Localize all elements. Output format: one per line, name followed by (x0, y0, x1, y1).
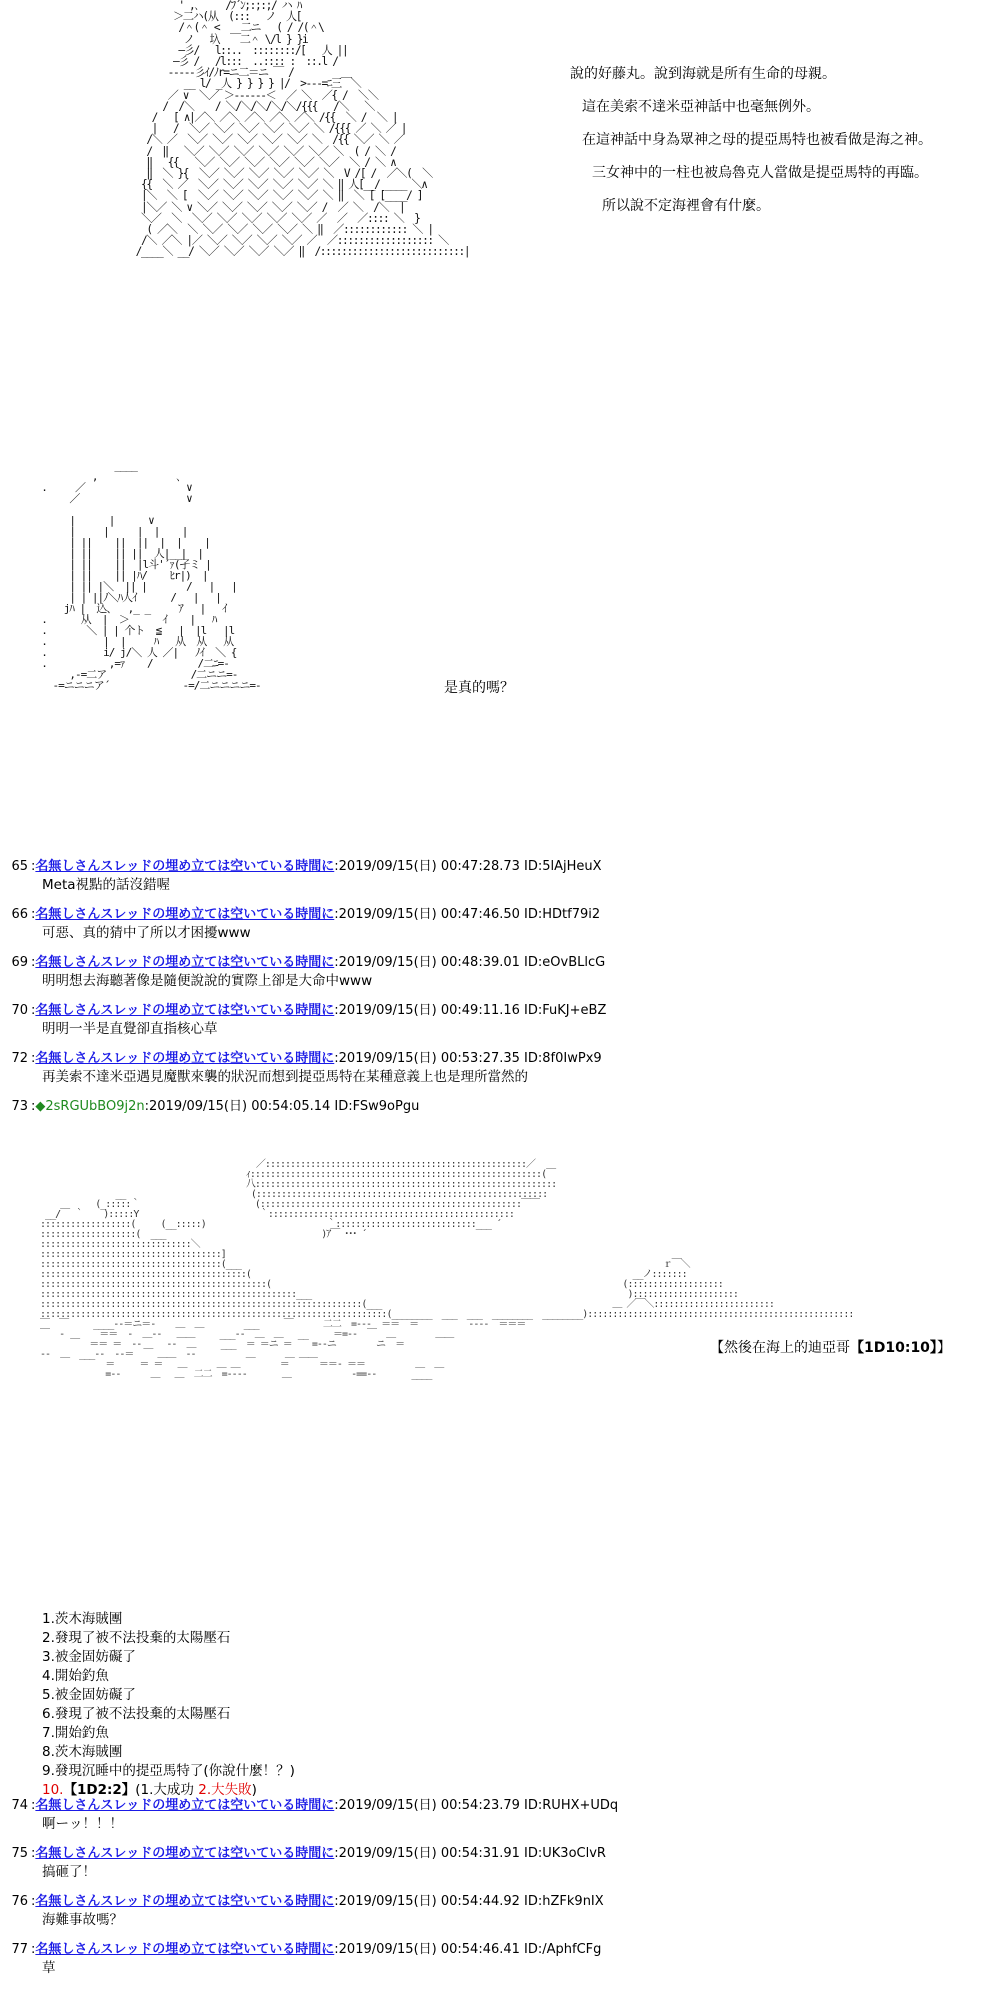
post-body: 搞砸了！ (42, 1864, 96, 1880)
list-item: 6.發現了被不法投棄的太陽壓石 (42, 1706, 231, 1722)
list-item: 7.開始釣魚 (42, 1725, 109, 1741)
post-number: 65 (11, 859, 28, 874)
narration-line: 這在美索不達米亞神話中也毫無例外。 (582, 99, 820, 115)
post-list-b (0, 1797, 1000, 1989)
roll-index: 10. (42, 1782, 64, 1798)
post-number: 72 (11, 1051, 28, 1066)
list-item: 4.開始釣魚 (42, 1668, 109, 1684)
poster-name-link[interactable]: 名無しさんスレッドの埋め立ては空いている時間に (35, 1894, 335, 1909)
post: 76 :名無しさんスレッドの埋め立ては空いている時間に:2019/09/15(日) 00:54:44.92 ID:hZFk9nIX 海難事故嗎？ (0, 1893, 1000, 1929)
post: 70 :名無しさんスレッドの埋め立ては空いている時間に:2019/09/15(日) 00:49:11.16 ID:FuKJ+eBZ 明明一半是直覺卻直指核心草 (0, 1002, 1000, 1038)
sea-roll-suffix: 】 (936, 1340, 951, 1356)
post-number: 73 (11, 1099, 28, 1114)
post: 66 :名無しさんスレッドの埋め立ては空いている時間に:2019/09/15(日) 00:47:46.50 ID:HDtf79i2 可惡、真的猜中了所以才困擾www (0, 906, 1000, 942)
author-trip: ◆2sRGUbBO9j2n (35, 1099, 145, 1114)
poster-name-link[interactable]: 名無しさんスレッドの埋め立ては空いている時間に (35, 1798, 335, 1813)
poster-name-link[interactable]: 名無しさんスレッドの埋め立ては空いている時間に (35, 859, 335, 874)
ascii-art-robed-figure: ' ,､ /ﾌ´ﾝ;:;:;/ ハ ﾊ ＞二ハ(从 (::: ノ 人[ /＾(＾ < 二ニ ( / /(＾\ ノ 圦 ￣二＾ \/l } }i ―彡/ l::.. ::::::::/[ 人 || ―彡 / /l::: ..:::: : ::.l / -----彡ｲ/ﾉr=ニ二＝ニ ￣ / __ l/ _人 } } } } |/ >---=ﾆ三￣＼ ／ ∨ ＼／ ＞------＜ ／ ＼ ／{ / ＼＼ / /＼ / ＼/＼/＼/＼/＼/{{{ /＼ ＼ / [ ∧|／＼ ／＼ ／＼ ／＼ ／＼ /{{ ＼ / ＼ | | / ＼／ ＼／ ＼／ ＼／ ＼／ ＼ /{{{ ／ ＼ ／ | /＼ ／ ＼／ ＼／ ＼／ ＼／ ＼／ ＼ /{{ ＼／ ＼ ／ / ‖ ＼／ ＼／ ＼／ ＼／ ＼／ ＼／ ＼ ( / ＼ / ‖ {{ ＼／ ＼／ ＼／ ＼／ ＼／ ＼／ ＼ / ＼ ∧ ‖ ＼ }{ ＼／ ＼／ ＼／ ＼／ ＼／ ＼ V /[ / ／＼( ＼ {{ ＼ ／ ＼／ ＼／ ＼／ ＼／ ＼／ ＼ ‖ 人[__/ ____ ＼∧ |＼ ＼ [ ＼／ ＼／ ＼／ ＼／ ＼／ ＼ ‖ ＼ [ [____/ ] |＼／ ＼ ∨ ＼／ ＼／ ＼／ ＼／ ＼／ / ／ ＼ /＼ | ＼／ ＼ ＼／ ＼／ ＼／ ＼／ ＼／ ／ ／ ／:::: ＼ } ( ／＼ ＼ ＼／ ＼／ ＼／ ＼／ ＼ ‖ ／:::::::::::: ＼ | /＼ ／＼ |／ ＼／ ＼／ ＼／ ＼／ ／ ／:::::::::::::::::: ＼ /____＼ __/ ＼／ ＼／ ＼／ ＼／ ‖ /:::::::::::::::::::::::::::| (135, 0, 470, 259)
post-list-a (0, 858, 1000, 1128)
narration-line: 所以說不定海裡會有什麼。 (602, 198, 770, 214)
dice-roll: 【1D2:2】 (63, 1782, 136, 1798)
poster-name-link[interactable]: 名無しさんスレッドの埋め立ては空いている時間に (35, 907, 335, 922)
post-number: 76 (11, 1894, 28, 1909)
list-item: 3.被金固妨礙了 (42, 1649, 136, 1665)
post-meta: :2019/09/15(日) 00:54:44.92 ID:hZFk9nIX (334, 1894, 604, 1909)
narration-line: 三女神中的一柱也被烏魯克人當做是提亞馬特的再臨。 (592, 165, 928, 181)
roll-result: 2.大失敗 (198, 1782, 252, 1798)
list-item: 9.發現沉睡中的提亞馬特了(你說什麼！？) (42, 1763, 295, 1779)
ascii-art-sea-scene: ／::::::::::::::::::::::::::::::::::::::::::::::::::::／ ｨ::::::::::::::::::::::::::::::::::::::::::::::::::::::::::(￣ 八:::::::::::::::::::::::::::::::::::::::::::::::::::::::::::: __ (:::::::::::::::::::::::::::::::::::::::::::::::::::::::::: (_:::::｀ (::::::::::::::::::::::::::::::::::::::::::::::::::::￣￣ __/￣ ｀ ):::::Y ｀::::::::::::::::::::::::::::::::::::::::::::::::: ::::::::::::::::::( (__:::::) ｀::::::::::::::::::::::::::::___ ´ :::::::::::::::::::( ___ )ｱ￣ ･･･ ´ ::::::::::::::::::::::::::::::＼ ::::::::::::::::::::::::::::::::::::] ::::::::::::::::::::::::::::::::::::(___ ｒ￣＼ :::::::::::::::::::::::::::::::::::::::::( __ノ::::::: :::::::::::::::::::::::::::::::::::::::::::::( (::::::::::::::::::: :::::::::::::::::::::::::::::::::::::::::::::::::::___ )::::::::::::::::::::: ::::::::::::::::::::::::::::::::::::::::::::::::::::::::::::::::(___ ＿ ／￣＼:::::::::::::::::::::::: :::::::::::::::::::::::::::::::::::::::::::::::::::::::::::::::::::::(________ ___ ___ ________ ________)::::::::::::::::::::::::::::::::::::::::::::::::::::: ￣ ￣ ____--＝ニ＝- ＿ ＿ ___ ￣ 二二 =--- ＝＝ ＝ ---- ＝＝＝ ￣ - ＝＝ - ＿-- ＿＿ ___-- ＿ ＿ __ ＝=-- ￣ ＿ ＿＿ ￣ ＝＝ ＝ -- -- ＿ ___ ＝ ＝ニ ＝ =--ニ ニ ＝ -- ＿ ___-- --＝ ￣ ＿＿ -- ＿ ＿ ＿＿ ＝ ＝ ＝ ＿ ＿ ＿ ＝ ＝＝- ＝＝ ＿ ＿ =-- ＿ ＿ 二二 =---- ＿ -==-- ____ (40, 1159, 854, 1380)
post-meta: :2019/09/15(日) 00:54:05.14 ID:FSw9oPgu (144, 1099, 420, 1114)
dice-roll: 【1D10:10】 (850, 1340, 937, 1356)
post-number: 70 (11, 1003, 28, 1018)
post-number: 69 (11, 955, 28, 970)
post: 75 :名無しさんスレッドの埋め立ては空いている時間に:2019/09/15(日) 00:54:31.91 ID:UK3oClvR 搞砸了！ (0, 1845, 1000, 1881)
roll-close: ) (251, 1782, 257, 1798)
post-number: 75 (11, 1846, 28, 1861)
post-body: 再美索不達米亞遇見魔獸來襲的狀況而想到提亞馬特在某種意義上也是理所當然的 (42, 1069, 528, 1085)
post-author: 73 :◆2sRGUbBO9j2n:2019/09/15(日) 00:54:05.14 ID:FSw9oPgu (0, 1098, 1000, 1116)
post-meta: :2019/09/15(日) 00:47:28.73 ID:5lAjHeuX (334, 859, 602, 874)
post-meta: :2019/09/15(日) 00:54:23.79 ID:RUHX+UDq (334, 1798, 619, 1813)
post-meta: :2019/09/15(日) 00:48:39.01 ID:eOvBLlcG (334, 955, 606, 970)
post: 77 :名無しさんスレッドの埋め立ては空いている時間に:2019/09/15(日) 00:54:46.41 ID:/AphfCFg 草 (0, 1941, 1000, 1977)
post-number: 77 (11, 1942, 28, 1957)
list-item: 2.發現了被不法投棄的太陽壓石 (42, 1630, 231, 1646)
post-body: 啊ーッ！！！ (42, 1816, 123, 1832)
post-body: 可惡、真的猜中了所以才困擾www (42, 925, 251, 941)
narration-top (570, 58, 932, 223)
post: 65 :名無しさんスレッドの埋め立ては空いている時間に:2019/09/15(日) 00:47:28.73 ID:5lAjHeuX Meta視點的話沒錯喔 (0, 858, 1000, 894)
choice-list (42, 1610, 295, 1800)
narration-line: 是真的嗎？ (444, 680, 514, 696)
post: 74 :名無しさんスレッドの埋め立ては空いている時間に:2019/09/15(日) 00:54:23.79 ID:RUHX+UDq 啊ーッ！！！ (0, 1797, 1000, 1833)
roll-options: (1.大成功 (135, 1782, 194, 1798)
post-meta: :2019/09/15(日) 00:49:11.16 ID:FuKJ+eBZ (334, 1003, 607, 1018)
post-body: 明明想去海聽著像是隨便說說的實際上卻是大命中www (42, 973, 373, 989)
post: 72 :名無しさんスレッドの埋め立ては空いている時間に:2019/09/15(日) 00:53:27.35 ID:8f0IwPx9 再美索不達米亞遇見魔獸來襲的狀況而想到提亞馬特在某種意義上也是理所當然的 (0, 1050, 1000, 1086)
narration-line: 在這神話中身為眾神之母的提亞馬特也被看做是海之神。 (582, 132, 932, 148)
sea-roll-label (710, 1337, 951, 1357)
list-item: 8.茨木海賊團 (42, 1744, 123, 1760)
poster-name-link[interactable]: 名無しさんスレッドの埋め立ては空いている時間に (35, 1003, 335, 1018)
list-item: 1.茨木海賊團 (42, 1611, 123, 1627)
narration-line: 說的好藤丸。說到海就是所有生命的母親。 (570, 66, 836, 82)
post-meta: :2019/09/15(日) 00:54:31.91 ID:UK3oClvR (334, 1846, 606, 1861)
post-number: 74 (11, 1798, 28, 1813)
list-item: 5.被金固妨礙了 (42, 1687, 136, 1703)
post: 69 :名無しさんスレッドの埋め立ては空いている時間に:2019/09/15(日) 00:48:39.01 ID:eOvBLlcG 明明想去海聽著像是隨便說說的實際上卻是大命中www (0, 954, 1000, 990)
post-body: 明明一半是直覺卻直指核心草 (42, 1021, 218, 1037)
post-body: Meta視點的話沒錯喔 (42, 877, 171, 893)
poster-name-link[interactable]: 名無しさんスレッドの埋め立ては空いている時間に (35, 1846, 335, 1861)
ascii-art-long-hair-figure: ____ , ､ . ／ ∨ ／ ∨ | | ∨ | | | | | | || || || | | | | || || || 人|__| | | || || |l斗'´ｧ(孑ミ | | || || |ﾊ/ ﾋr|) | | || |＼ || | / | | | | ||ﾉ＼ﾊ人ｲ / | | jﾊ | 込、 ,_ _ ｱ | ｲ . 从 | ＞ ｲ | ﾊ . ＼ | | 个ト ≦ | |l |l . | | ﾊ 从 从 从 . i/ j/＼ 人 ／| ﾉｲ ＼ { . ,=ｧ / /二ﾆ=- ,-=二ア /二ニニ=- -=ニニニア´ -=/二ニニニニ=- (41, 459, 261, 692)
poster-name-link[interactable]: 名無しさんスレッドの埋め立ては空いている時間に (35, 955, 335, 970)
poster-name-link[interactable]: 名無しさんスレッドの埋め立ては空いている時間に (35, 1942, 335, 1957)
post-meta: :2019/09/15(日) 00:47:46.50 ID:HDtf79i2 (334, 907, 601, 922)
post-number: 66 (11, 907, 28, 922)
post-meta: :2019/09/15(日) 00:53:27.35 ID:8f0IwPx9 (334, 1051, 602, 1066)
post-meta: :2019/09/15(日) 00:54:46.41 ID:/AphfCFg (334, 1942, 602, 1957)
sea-roll-prefix: 【然後在海上的迪亞哥 (710, 1340, 850, 1356)
narration-mid (444, 672, 514, 705)
poster-name-link[interactable]: 名無しさんスレッドの埋め立ては空いている時間に (35, 1051, 335, 1066)
post-body: 草 (42, 1960, 56, 1976)
post-body: 海難事故嗎？ (42, 1912, 123, 1928)
